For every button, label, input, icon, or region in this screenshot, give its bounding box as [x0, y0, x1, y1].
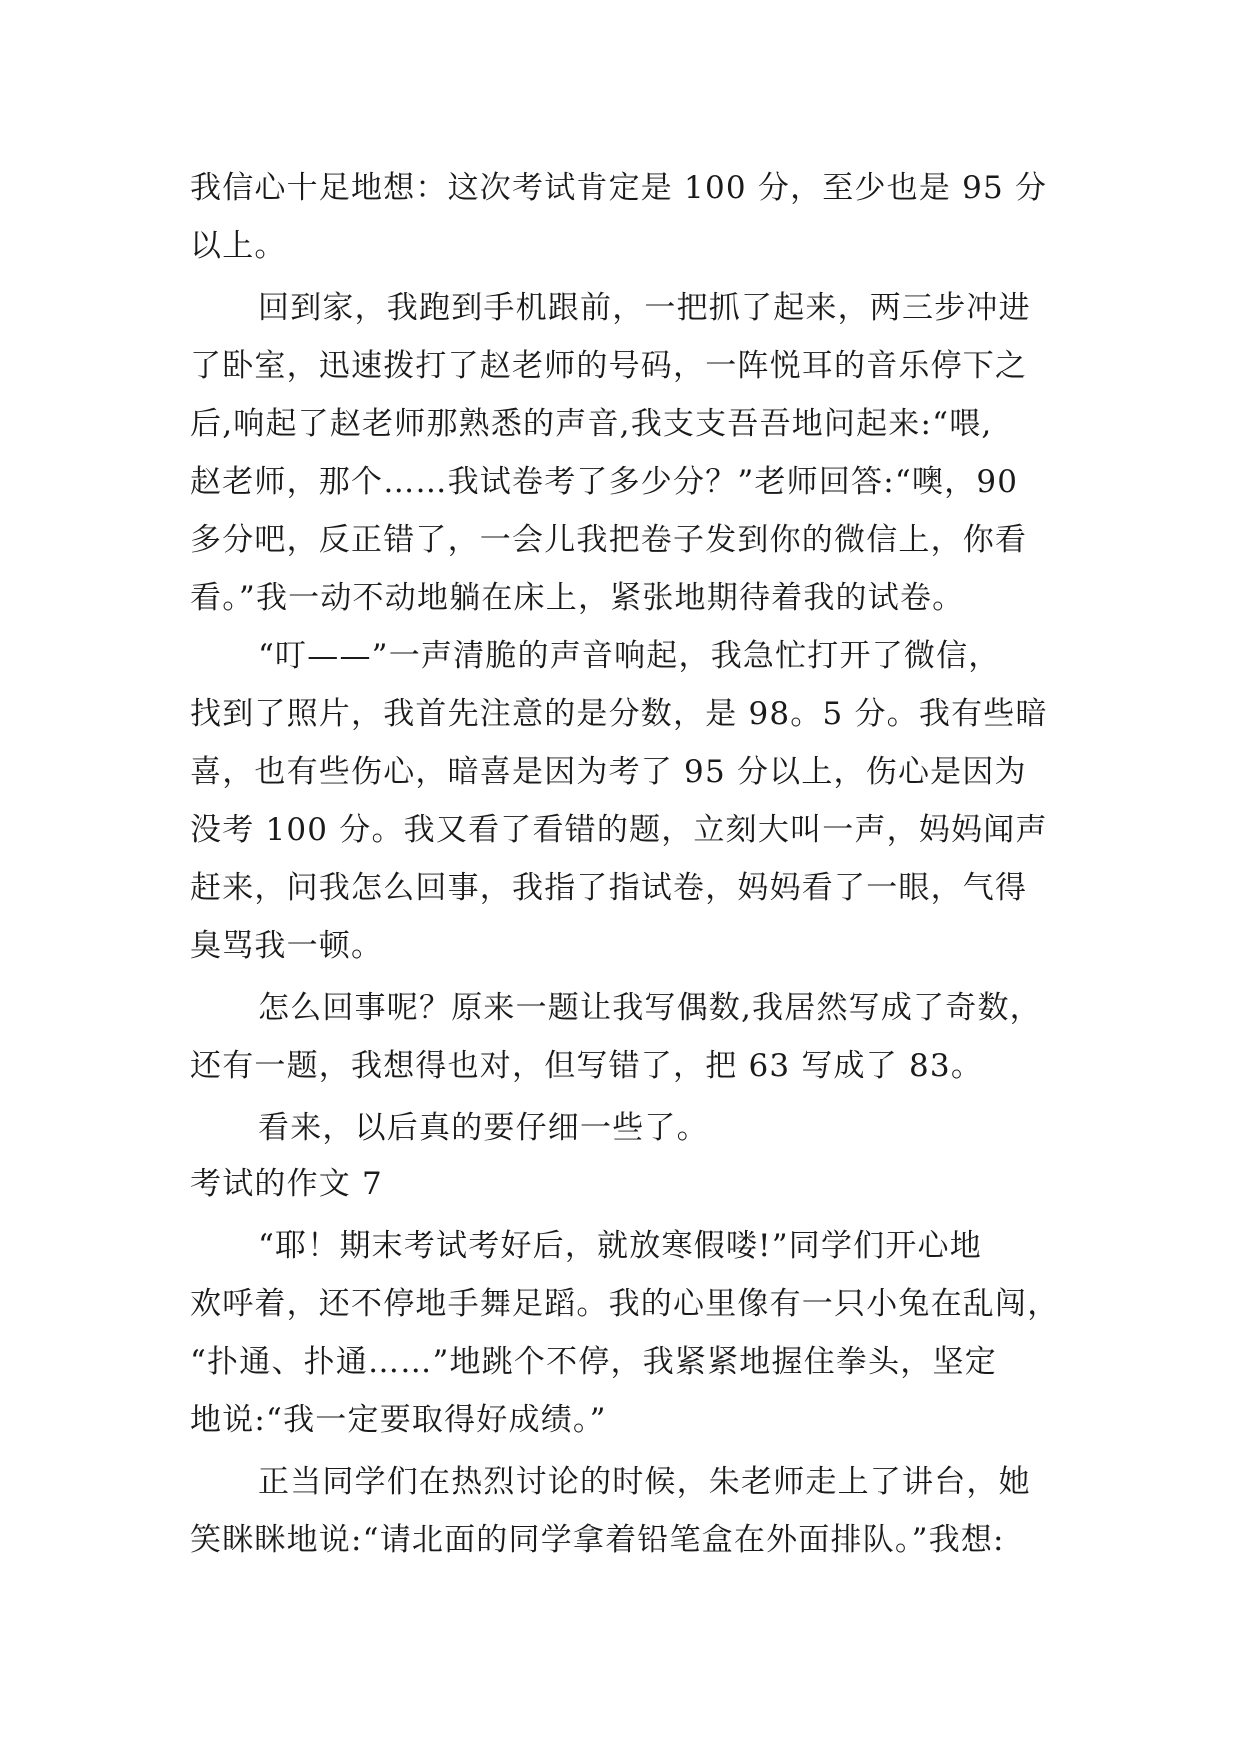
paragraph-line: 看来，以后真的要仔细一些了。: [258, 1110, 709, 1146]
paragraph-line: 没考 100 分。我又看了看错的题，立刻大叫一声，妈妈闻声: [190, 812, 1048, 848]
paragraph-line: 找到了照片，我首先注意的是分数，是 98。5 分。我有些暗: [190, 696, 1048, 732]
paragraph-line: 臭骂我一顿。: [190, 928, 384, 964]
paragraph-line: 正当同学们在热烈讨论的时候，朱老师走上了讲台，她: [258, 1464, 1031, 1500]
paragraph-line: 以上。: [190, 228, 287, 264]
paragraph-line: 还有一题，我想得也对，但写错了，把 63 写成了 83。: [190, 1048, 984, 1084]
paragraph-line: 赶来，问我怎么回事，我指了指试卷，妈妈看了一眼，气得: [190, 870, 1028, 906]
paragraph-line: 怎么回事呢？原来一题让我写偶数,我居然写成了奇数，: [258, 990, 1042, 1026]
paragraph-line: 赵老师，那个……我试卷考了多少分？”老师回答:“噢，90: [190, 464, 1019, 500]
paragraph-line: 后,响起了赵老师那熟悉的声音,我支支吾吾地问起来:“喂,: [190, 406, 993, 442]
paragraph-line: “扑通、扑通……”地跳个不停，我紧紧地握住拳头，坚定: [190, 1344, 997, 1380]
paragraph-line: 笑眯眯地说:“请北面的同学拿着铅笔盒在外面排队。”我想:: [190, 1522, 1005, 1558]
paragraph-line: 了卧室，迅速拨打了赵老师的号码，一阵悦耳的音乐停下之: [190, 348, 1028, 384]
paragraph-line: 地说:“我一定要取得好成绩。”: [190, 1402, 607, 1438]
paragraph-line: “叮——”一声清脆的声音响起，我急忙打开了微信，: [258, 638, 1001, 674]
paragraph-line: 看。”我一动不动地躺在床上，紧张地期待着我的试卷。: [190, 580, 965, 616]
paragraph-line: 多分吧，反正错了，一会儿我把卷子发到你的微信上，你看: [190, 522, 1028, 558]
paragraph-line: 喜，也有些伤心，暗喜是因为考了 95 分以上，伤心是因为: [190, 754, 1027, 790]
paragraph-line: 我信心十足地想：这次考试肯定是 100 分，至少也是 95 分: [190, 170, 1048, 206]
paragraph-line: 回到家，我跑到手机跟前，一把抓了起来，两三步冲进: [258, 290, 1031, 326]
paragraph-line: 欢呼着，还不停地手舞足蹈。我的心里像有一只小兔在乱闯，: [190, 1286, 1060, 1322]
paragraph-line: “耶！期末考试考好后，就放寒假喽!”同学们开心地: [258, 1228, 982, 1264]
section-heading: 考试的作文 7: [190, 1166, 383, 1202]
